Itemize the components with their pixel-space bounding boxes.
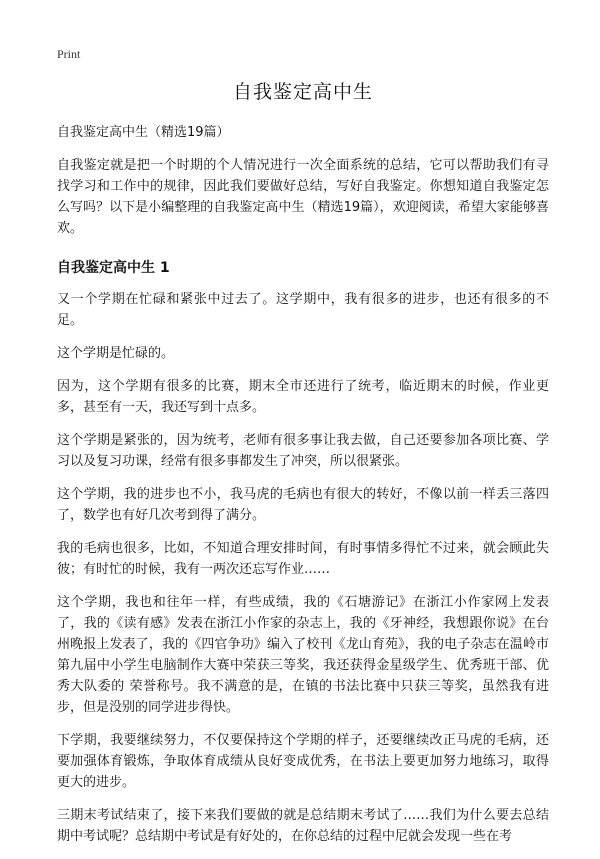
body-paragraph: 这个学期是忙碌的。	[57, 346, 175, 361]
document-body	[57, 72, 549, 859]
print-link[interactable]: Print	[57, 47, 81, 61]
document-subtitle: 自我鉴定高中生（精选19篇）	[57, 125, 230, 140]
body-paragraph: 下学期，我要继续努力，不仅要保持这个学期的样子，还要继续改正马虎的毛病，还要加强体育锻炼，争取体育成绩从良好变成优秀，在书法上要更加努力地练习，取得更大的进步。	[57, 733, 549, 790]
body-paragraph: 三期末考试结束了，接下来我们要做的就是总结期末考试了……我们为什么要去总结期中考试呢？总结期中考试是有好处的，在你总结的过程中尼就会发现一些在考	[57, 808, 549, 844]
body-paragraph: 这个学期，我的进步也不小，我马虎的毛病也有很大的转好，不像以前一样丢三落四了，数学也有好几次考到得了满分。	[57, 487, 549, 523]
document-title: 自我鉴定高中生	[232, 81, 373, 103]
section-heading: 自我鉴定高中生 1	[57, 260, 170, 276]
body-paragraph: 因为，这个学期有很多的比赛，期末全市还进行了统考，临近期末的时候，作业更多，甚至有一天，我还写到十点多。	[57, 379, 549, 415]
body-paragraph: 我的毛病也很多，比如，不知道合理安排时间，有时事情多得忙不过来，就会顾此失彼；有时忙的时候，我有一两次还忘写作业……	[57, 541, 549, 577]
body-paragraph: 又一个学期在忙碌和紧张中过去了。这学期中，我有很多的进步，也还有很多的不足。	[57, 292, 549, 328]
body-paragraph: 这个学期是紧张的，因为统考，老师有很多事让我去做，自己还要参加各项比赛、学习以及复习功课，经常有很多事都发生了冲突，所以很紧张。	[57, 433, 549, 469]
intro-paragraph: 自我鉴定就是把一个时期的个人情况进行一次全面系统的总结，它可以帮助我们有寻找学习和工作中的规律，因此我们要做好总结，写好自我鉴定。你想知道自我鉴定怎么写吗？以下是小编整理的自我鉴定高中生（精选19篇），欢迎阅读，希望大家能够喜欢。	[57, 158, 549, 236]
body-paragraph: 这个学期，我也和往年一样，有些成绩，我的《石塘游记》在浙江小作家网上发表了，我的《读有感》发表在浙江小作家的杂志上，我的《牙神经，我想跟你说》在台州晚报上发表了，我的《四官争功》编入了校刊《龙山育苑》，我的电子杂志在温岭市第九届中小学生电脑制作大赛中荣获三等奖，我还获得金星级学生、优秀班干部、优秀大队委的 荣誉称号。我不满意的是，在镇的书法比赛中只获三等奖，虽然我有进步，但是没别的同学进步得快。	[57, 595, 549, 715]
